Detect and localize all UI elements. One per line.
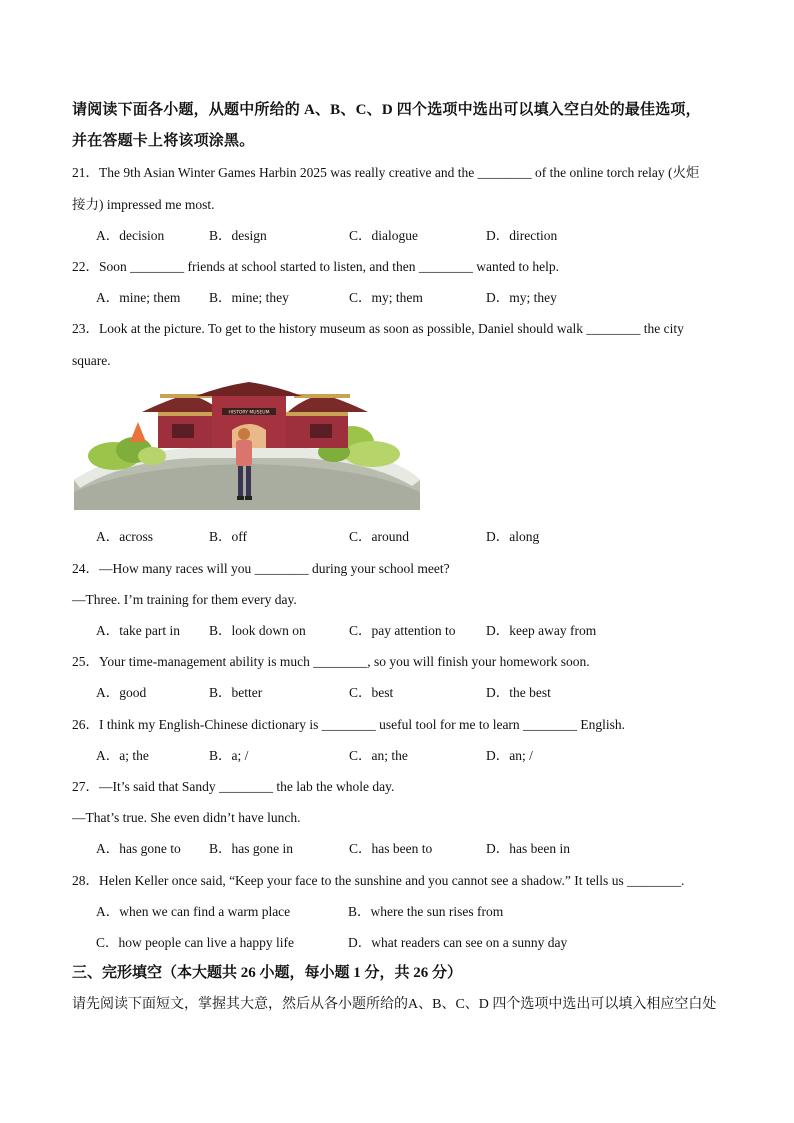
option-b[interactable]: B．design (209, 228, 267, 243)
option-c[interactable]: C．pay attention to (349, 623, 456, 638)
option-b[interactable]: B．mine; they (209, 290, 289, 305)
section-3-instruction: 请先阅读下面短文，掌握其大意，然后从各小题所给的A、B、C、D 四个选项中选出可以填入相应空白处 (72, 997, 717, 1012)
option-b[interactable]: B．look down on (209, 623, 306, 638)
option-a[interactable]: A．good (96, 685, 147, 700)
option-b[interactable]: B．off (209, 529, 248, 544)
option-a[interactable]: A．mine; them (96, 290, 181, 305)
option-c[interactable]: C．an; the (349, 748, 408, 763)
option-c[interactable]: C．dialogue (349, 228, 418, 243)
option-b[interactable]: B．where the sun rises from (348, 904, 504, 919)
option-d[interactable]: D．my; they (486, 290, 557, 305)
option-c[interactable]: C．my; them (349, 290, 423, 305)
question-25-line-1: 25．Your time-management ability is much ________, so you will finish your homework soon. (72, 654, 590, 669)
option-d[interactable]: D．direction (486, 228, 558, 243)
option-c[interactable]: C．has been to (349, 841, 433, 856)
option-a[interactable]: A．has gone to (96, 841, 181, 856)
question-23-line-2: square. (72, 353, 111, 368)
question-27-line-1: 27．—It’s said that Sandy ________ the lab the whole day. (72, 779, 395, 794)
question-21-line-1: 21．The 9th Asian Winter Games Harbin 2025 was really creative and the ________ of the online torch relay (火炬 (72, 165, 700, 180)
option-c[interactable]: C．around (349, 529, 409, 544)
question-22-line-1: 22．Soon ________ friends at school started to listen, and then ________ wanted to help. (72, 259, 560, 274)
option-d[interactable]: D．what readers can see on a sunny day (348, 935, 568, 950)
option-d[interactable]: D．along (486, 529, 540, 544)
option-c[interactable]: C．how people can live a happy life (96, 935, 294, 950)
question-23-line-1: 23．Look at the picture. To get to the history museum as soon as possible, Daniel should walk ________ the city (72, 321, 684, 336)
option-d[interactable]: D．the best (486, 685, 551, 700)
option-b[interactable]: B．a; / (209, 748, 249, 763)
question-27-line-2: —That’s true. She even didn’t have lunch. (72, 810, 301, 825)
question-28-line-1: 28．Helen Keller once said, “Keep your face to the sunshine and you cannot see a shadow.” It tells us ________. (72, 873, 685, 888)
option-d[interactable]: D．keep away from (486, 623, 597, 638)
option-d[interactable]: D．has been in (486, 841, 570, 856)
option-b[interactable]: B．has gone in (209, 841, 293, 856)
option-a[interactable]: A．a; the (96, 748, 149, 763)
question-21-line-2: 接力) impressed me most. (72, 197, 215, 212)
option-c[interactable]: C．best (349, 685, 394, 700)
question-26-line-1: 26．I think my English-Chinese dictionary is ________ useful tool for me to learn ________ English. (72, 717, 626, 732)
question-24-line-2: —Three. I’m training for them every day. (72, 592, 297, 607)
section-3-title: 三、完形填空（本大题共 26 小题，每小题 1 分，共 26 分） (72, 965, 463, 981)
option-a[interactable]: A．when we can find a warm place (96, 904, 291, 919)
option-d[interactable]: D．an; / (486, 748, 533, 763)
instruction-line-2: 并在答题卡上将该项涂黑。 (72, 133, 255, 149)
question-24-line-1: 24．—How many races will you ________ during your school meet? (72, 561, 450, 576)
instruction-line-1: 请阅读下面各小题，从题中所给的 A、B、C、D 四个选项中选出可以填入空白处的最佳选项， (72, 102, 701, 118)
option-a[interactable]: A．across (96, 529, 153, 544)
option-a[interactable]: A．decision (96, 228, 165, 243)
museum-sign: HISTORY MUSEUM (228, 410, 270, 416)
option-a[interactable]: A．take part in (96, 623, 180, 638)
option-b[interactable]: B．better (209, 685, 263, 700)
history-museum-picture (72, 382, 422, 512)
